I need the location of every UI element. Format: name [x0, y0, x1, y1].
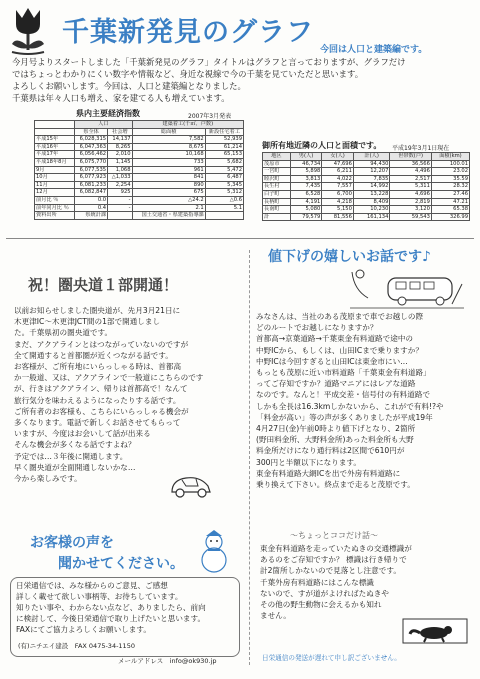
text-line: FAXにてご協力よろしくお願いします。	[16, 625, 151, 634]
table-group-header: 人口	[75, 121, 132, 129]
text-line: 東金有料道路を走っていたぬきの交通標識が	[260, 544, 412, 553]
page-subtitle: 今回は人口と建築編です。	[320, 45, 428, 55]
table-header-row	[35, 128, 244, 136]
table-cell: 12,207	[353, 168, 390, 176]
text-line: どのルートでお越しになりますか？	[256, 323, 378, 333]
table-cell: 35.59	[431, 175, 469, 183]
table-cell: 961	[132, 166, 205, 174]
table-cell: 13,228	[353, 190, 390, 198]
table-row	[263, 198, 470, 206]
text-line: か一般道、又は、アクアラインで一般道にこちらのです	[14, 373, 204, 383]
table-row	[263, 168, 470, 176]
table-cell: 平成17年	[35, 151, 75, 159]
population-area-table	[262, 152, 470, 221]
table-row	[35, 174, 244, 182]
text-line: 詳しく載せて欲しい事柄等、お待ちしています。	[16, 592, 183, 601]
table-cell: 2,517	[390, 175, 432, 183]
voice-heading: お客様の声を	[30, 535, 114, 551]
table-row	[263, 160, 470, 168]
table-cell: 9月	[35, 166, 75, 174]
table-group-header: 建築着工(千㎡、戸数)	[132, 121, 243, 129]
table-cell: 47.21	[431, 198, 469, 206]
table-cell: 長柄町	[263, 198, 291, 206]
table-cell: 6,082,847	[75, 189, 108, 197]
table-cell: 7,582	[132, 136, 205, 144]
text-line: 木更津IC〜木更津JCT間の1部で開通しまし	[14, 317, 161, 327]
text-line: (野田料金所、大野料金所)あった料金所も大野	[256, 435, 414, 445]
table-row	[263, 213, 470, 221]
text-line: 中野ICは今回すぎると山田ICは東金市にい…	[256, 356, 408, 366]
table-cell: 2,819	[390, 198, 432, 206]
text-line: しかも全長は16.3kmしかないから、これがで有料!?や	[256, 401, 444, 411]
table-body	[35, 136, 244, 220]
table-header-cell: 総面積	[132, 128, 205, 136]
text-line: 以前お知らせしました圏央道が、先月3月21日に	[14, 306, 181, 315]
table-cell: 計	[263, 213, 291, 221]
contact-email: メールアドレス info@ok930.jp	[118, 657, 217, 665]
table-cell: 61,214	[205, 143, 243, 151]
ken-o-do-heading: 祝！圏央道１部開通！	[28, 276, 179, 294]
text-line: 300円と半額以下になります。	[256, 457, 362, 467]
table-cell: 6,487	[205, 174, 243, 182]
table-cell: 4,496	[390, 168, 432, 176]
text-line: に検討して、今後日栄通信で取り上げたいと思います。	[16, 614, 206, 623]
table-cell: 4,218	[322, 198, 354, 206]
table-cell: 6,528	[290, 190, 322, 198]
table-header-cell	[35, 128, 75, 136]
text-line: ません。	[260, 611, 291, 621]
table2-title: 御所有地近隣の人口と面積です。	[262, 141, 382, 150]
table-header-cell	[35, 121, 75, 129]
table-cell: -	[108, 196, 132, 204]
text-line: 計2箇所しかないので見落とし注意です。	[260, 566, 401, 576]
table-cell: 11月	[35, 181, 75, 189]
table-cell: 100.01	[431, 160, 469, 168]
table-cell: 平成18年8月	[35, 158, 75, 166]
text-line: その他の野生動物に会えるかも知れ	[260, 600, 382, 610]
table-row	[35, 143, 244, 151]
economic-indicators-table	[34, 120, 244, 220]
text-line: 日栄通信では、みな様からのご意見、ご感想	[16, 581, 168, 590]
table-cell: 平成16年	[35, 143, 75, 151]
table-body	[263, 160, 470, 221]
table-cell: -	[108, 204, 132, 212]
intro-line: よろしくお願いします。今回は、人口と建築編となりました。	[12, 81, 246, 91]
text-line: 料金所だけになり通行料は2区間で610円が	[256, 446, 405, 456]
text-line: 乗り換えて下さい。終点まで走ると茂原です。	[256, 480, 415, 490]
table1-title: 県内主要経済指数	[76, 109, 140, 118]
table-row	[263, 190, 470, 198]
table-cell: 長南町	[263, 206, 291, 214]
contact-fax: (有)ニチエイ建設 FAX 0475-34-1150	[18, 642, 135, 650]
snowman-illustration-icon	[196, 528, 232, 574]
table-header-cell: 女(人)	[322, 153, 354, 161]
table-cell: 1,145	[108, 158, 132, 166]
table-cell: 65.38	[431, 206, 469, 214]
text-line: 知りたい事や、わからない点など、ありましたら、前向	[16, 603, 206, 612]
text-line: ないので、すが道がよければたぬきや	[260, 588, 389, 598]
table-cell: 6,077,923	[75, 174, 108, 182]
table-cell: 5,311	[390, 183, 432, 191]
table-cell: 47,696	[322, 160, 354, 168]
table-cell: 平成15年	[35, 136, 75, 144]
table-cell: 0.0	[75, 196, 108, 204]
table-cell: 国土交通省・県建築指導課	[132, 212, 205, 220]
table-cell: 59,543	[390, 213, 432, 221]
table-cell: 一宮町	[263, 168, 291, 176]
table-cell: 7,835	[353, 175, 390, 183]
table-header-cell: 計(人)	[353, 153, 390, 161]
side-story-hint: 〜ちょっとココだけ話〜	[290, 531, 378, 540]
table-cell: 4,696	[390, 190, 432, 198]
table-cell: 前年同月比 ％	[35, 204, 75, 212]
text-line: なのです。なんと！平成交差・信号付の有料道路で	[256, 390, 431, 400]
table-cell: △1,033	[108, 174, 132, 182]
intro-line: ではちょっとわかりにくい数字や情報など、身近な視線で今の千葉を見ていただと思います。	[12, 69, 364, 79]
intro-line: 今月号よりスタートしました「千葉新発見のグラフ」タイトルはグラフと言っておりますが、グラフだけ	[12, 57, 406, 67]
text-line: いますが、今度はお会いして話が出来る	[14, 429, 151, 439]
table-row	[263, 206, 470, 214]
table-cell	[205, 212, 243, 220]
table-cell: 5,150	[322, 206, 354, 214]
table-cell: 890	[132, 181, 205, 189]
table-cell: 28.32	[431, 183, 469, 191]
text-line: 全て開通すると首都圏が近くつながる話です。	[14, 350, 173, 360]
table-cell: 8,675	[132, 143, 205, 151]
table-cell: 5,898	[290, 168, 322, 176]
section-divider	[6, 238, 474, 239]
table-cell: 白子町	[263, 190, 291, 198]
table-cell: 5,312	[205, 189, 243, 197]
table-cell: 前月比 ％	[35, 196, 75, 204]
table-header-cell: 社会増	[108, 128, 132, 136]
text-line: あるのをご存知ですか？ 標識は行き帰りで	[260, 555, 407, 565]
table-cell: 36,566	[390, 160, 432, 168]
table-cell: 14,992	[353, 183, 390, 191]
table-cell: 675	[132, 189, 205, 197]
footnote: 日栄通信の発送が遅れて申し訳ございません。	[262, 654, 401, 662]
text-line: 4月27日(金)午前0時より値下げとなり、2箇所	[256, 424, 416, 434]
table-cell: 6,211	[322, 168, 354, 176]
table-cell	[108, 212, 132, 220]
table-cell: 6,056,462	[75, 151, 108, 159]
table-row	[35, 136, 244, 144]
table-cell: 6,077,535	[75, 166, 108, 174]
text-line: ご所有者のお客様も、こちらにいらっしゃる機会が	[14, 406, 189, 416]
table-row	[263, 175, 470, 183]
text-line: 早く圏央道が全面開通しないかな…	[14, 462, 136, 472]
table-cell: 65,153	[205, 151, 243, 159]
table-cell: 3,120	[390, 206, 432, 214]
table-cell: 925	[108, 189, 132, 197]
table-header-cell: 世帯数(戸)	[390, 153, 432, 161]
price-cut-text	[256, 311, 476, 490]
table-cell: 5.1	[205, 204, 243, 212]
table-cell: 2,010	[108, 151, 132, 159]
table-cell: 6,075,770	[75, 158, 108, 166]
text-line: 千葉外房有料道路にはこんな標識	[260, 577, 374, 587]
table-cell: 6,028,315	[75, 136, 108, 144]
price-cut-heading: 値下げの嬉しいお話です♪	[268, 249, 431, 265]
table-row	[35, 151, 244, 159]
table-cell: 27.46	[431, 190, 469, 198]
text-line: 今から楽しみです。	[14, 474, 82, 484]
table-header-cell: 面積(km)	[431, 153, 469, 161]
intro-text	[12, 56, 474, 104]
table-cell: 12月	[35, 189, 75, 197]
table-cell: 6,081,233	[75, 181, 108, 189]
car-illustration-icon	[168, 470, 214, 500]
bus-illustration-icon	[348, 264, 466, 312]
table-cell: 79,579	[290, 213, 322, 221]
table-row	[35, 166, 244, 174]
table-header-row	[35, 121, 244, 129]
text-line: 首都高→京葉道路→千葉東金有料道路で途中の	[256, 334, 414, 344]
text-line: お客様が、ご所有地にいらっしゃる時は、首都高	[14, 362, 182, 372]
tulip-logo-icon	[6, 6, 50, 56]
voice-heading: 聞かせてください。	[58, 556, 184, 572]
table-cell: 5,080	[290, 206, 322, 214]
table-cell: 94,430	[353, 160, 390, 168]
side-story-text	[260, 543, 475, 621]
table-cell: 23.02	[431, 168, 469, 176]
table-cell: 7,435	[290, 183, 322, 191]
table1-date: 2007年3月発表	[188, 113, 232, 120]
table2-date: 平成19年3月1日現在	[392, 145, 450, 152]
table-cell: 81,556	[322, 213, 354, 221]
text-line: もっとも茂原に近い市料道路「千葉東金有料道路」	[256, 368, 431, 378]
ken-o-do-text	[14, 305, 246, 484]
text-line: 旅行気分を味わえるようになったりする話です。	[14, 395, 181, 405]
table-row	[35, 189, 244, 197]
table-cell: 10月	[35, 174, 75, 182]
table-cell: 資料出所	[35, 212, 75, 220]
table-cell: 10,230	[353, 206, 390, 214]
table-cell: 2.1	[132, 204, 205, 212]
text-line: まだ、アクアラインとはつながっていないのですが	[14, 339, 189, 349]
text-line: みなさんは、当社のある茂原まで車でお越しの際	[256, 312, 424, 321]
table-cell: 46,734	[290, 160, 322, 168]
table-cell: 睦沢町	[263, 175, 291, 183]
table-cell: 161,134	[353, 213, 390, 221]
table-cell: 県統計課	[75, 212, 108, 220]
table-cell: 2,254	[108, 181, 132, 189]
table-header-row	[263, 153, 470, 161]
text-line: 中野ICから、もしくは、山田ICまで乗りますか？	[256, 345, 423, 355]
table-cell: 10,168	[132, 151, 205, 159]
table-header-cell: 男(人)	[290, 153, 322, 161]
text-line: た。千葉県初の圏央道です。	[14, 328, 113, 338]
text-line: 多くなります。電話で新しくお話させてもらって	[14, 418, 181, 428]
table-cell: 5,472	[205, 166, 243, 174]
table-cell: 4,022	[322, 175, 354, 183]
table-cell: 5,345	[205, 181, 243, 189]
table-row	[35, 196, 244, 204]
table-cell: 8,265	[108, 143, 132, 151]
voice-text	[16, 580, 236, 635]
table-cell: △24.2	[132, 196, 205, 204]
table-cell: 4,191	[290, 198, 322, 206]
page-title: 千葉新発見のグラフ	[62, 17, 314, 48]
table-cell: 841	[132, 174, 205, 182]
table-row	[263, 183, 470, 191]
table-header-cell: 新設住宅着工	[205, 128, 243, 136]
table-cell: 長生村	[263, 183, 291, 191]
table-row	[35, 212, 244, 220]
table-row	[35, 204, 244, 212]
text-line: 東金有料道路大網ICを出で外房有料道路に	[256, 468, 401, 478]
table-header-cell: 地区	[263, 153, 291, 161]
table-cell: 733	[132, 158, 205, 166]
column-divider	[249, 250, 250, 665]
intro-line: 千葉県は年々人口も増え、家を建てる人も増えています。	[12, 93, 230, 103]
table-row	[35, 158, 244, 166]
text-line: 予定では…３年後に開通します。	[14, 451, 128, 461]
table-cell: 7,557	[322, 183, 354, 191]
raccoon-sign-icon	[402, 618, 468, 644]
table-cell: 52,939	[205, 136, 243, 144]
table-cell: 6,700	[322, 190, 354, 198]
table-cell: 14,137	[108, 136, 132, 144]
table-cell: 茂原市	[263, 160, 291, 168]
table-cell: 326.99	[431, 213, 469, 221]
table-cell: 8,409	[353, 198, 390, 206]
table-cell: 3,813	[290, 175, 322, 183]
text-line: 「料金が高い」等の声が多くありましたが平成19年	[256, 412, 433, 422]
text-line: が、行きはアクアライン、帰りは首都高で！なんて	[14, 384, 188, 394]
table-cell: 6,047,363	[75, 143, 108, 151]
table-cell: 1,068	[108, 166, 132, 174]
text-line: ってご存知ですか？道路マニアにはレアな道路	[256, 379, 416, 389]
text-line: そんな機会が多くなる話ですよね？	[14, 440, 136, 450]
table-cell: 0.4	[75, 204, 108, 212]
table-cell: 5,682	[205, 158, 243, 166]
table-row	[35, 181, 244, 189]
table-cell: △0.6	[205, 196, 243, 204]
table-header-cell: 県全体	[75, 128, 108, 136]
